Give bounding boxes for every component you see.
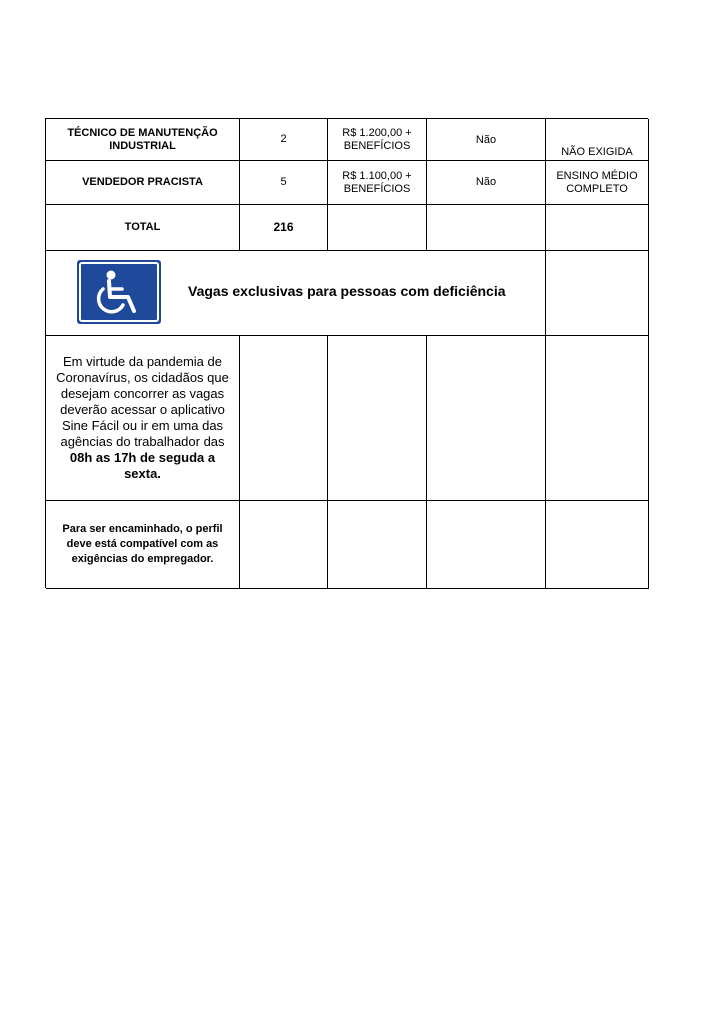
row-1-escolaridade [546, 119, 649, 161]
pandemic-notice [46, 336, 240, 501]
row-2-experiencia [427, 161, 546, 205]
profile-empty-1 [240, 501, 328, 589]
row-2-experiencia-text: Não [475, 176, 497, 188]
pcd-banner-text: Vagas exclusivas para pessoas com deficiência [188, 283, 506, 299]
row-2-vagas-text: 5 [280, 176, 287, 188]
total-value [240, 205, 328, 251]
total-empty-3 [546, 205, 649, 251]
total-empty-1 [328, 205, 427, 251]
row-1-escolaridade-text: NÃO EXIGIDA [561, 146, 633, 158]
row-1-experiencia-text: Não [475, 134, 497, 146]
profile-note [46, 501, 240, 589]
row-2-cargo-text: VENDEDOR PRACISTA [82, 176, 203, 188]
row-1-vagas-text: 2 [280, 133, 287, 145]
row-2-escolaridade [546, 161, 649, 205]
profile-empty-4 [546, 501, 649, 589]
notice-empty-1 [240, 336, 328, 501]
pandemic-notice-text [52, 354, 233, 482]
row-2-escolaridade-text: ENSINO MÉDIO COMPLETO [556, 169, 638, 195]
pandemic-notice-hours: 08h as 17h de seguda a sexta. [69, 450, 216, 481]
row-1-salario [328, 119, 427, 161]
row-2-cargo [46, 161, 240, 205]
pcd-banner [46, 251, 546, 336]
total-label [46, 205, 240, 251]
profile-empty-2 [328, 501, 427, 589]
job-table [45, 118, 648, 588]
pandemic-notice-regular: Em virtude da pandemia de Coronavírus, os cidadãos que desejam concorrer as vagas deverão acessar o aplicativo Sine Fácil ou ir em uma das agências do trabalhador das [56, 354, 229, 449]
row-2-salario-text: R$ 1.100,00 + BENEFÍCIOS [342, 169, 412, 195]
total-value-text: 216 [273, 220, 294, 234]
notice-empty-3 [427, 336, 546, 501]
profile-note-text: Para ser encaminhado, o perfil deve está compatível com as exigências do empregador. [62, 523, 223, 565]
row-2-vagas [240, 161, 328, 205]
notice-empty-2 [328, 336, 427, 501]
banner-empty [546, 251, 649, 336]
row-1-experiencia [427, 119, 546, 161]
row-1-cargo [46, 119, 240, 161]
row-2-salario [328, 161, 427, 205]
profile-empty-3 [427, 501, 546, 589]
wheelchair-accessibility-icon [76, 259, 162, 325]
row-1-vagas [240, 119, 328, 161]
row-1-salario-text: R$ 1.200,00 + BENEFÍCIOS [342, 126, 412, 152]
notice-empty-4 [546, 336, 649, 501]
total-label-text: TOTAL [124, 221, 161, 233]
total-empty-2 [427, 205, 546, 251]
row-1-cargo-text: TÉCNICO DE MANUTENÇÃO INDUSTRIAL [67, 126, 218, 152]
